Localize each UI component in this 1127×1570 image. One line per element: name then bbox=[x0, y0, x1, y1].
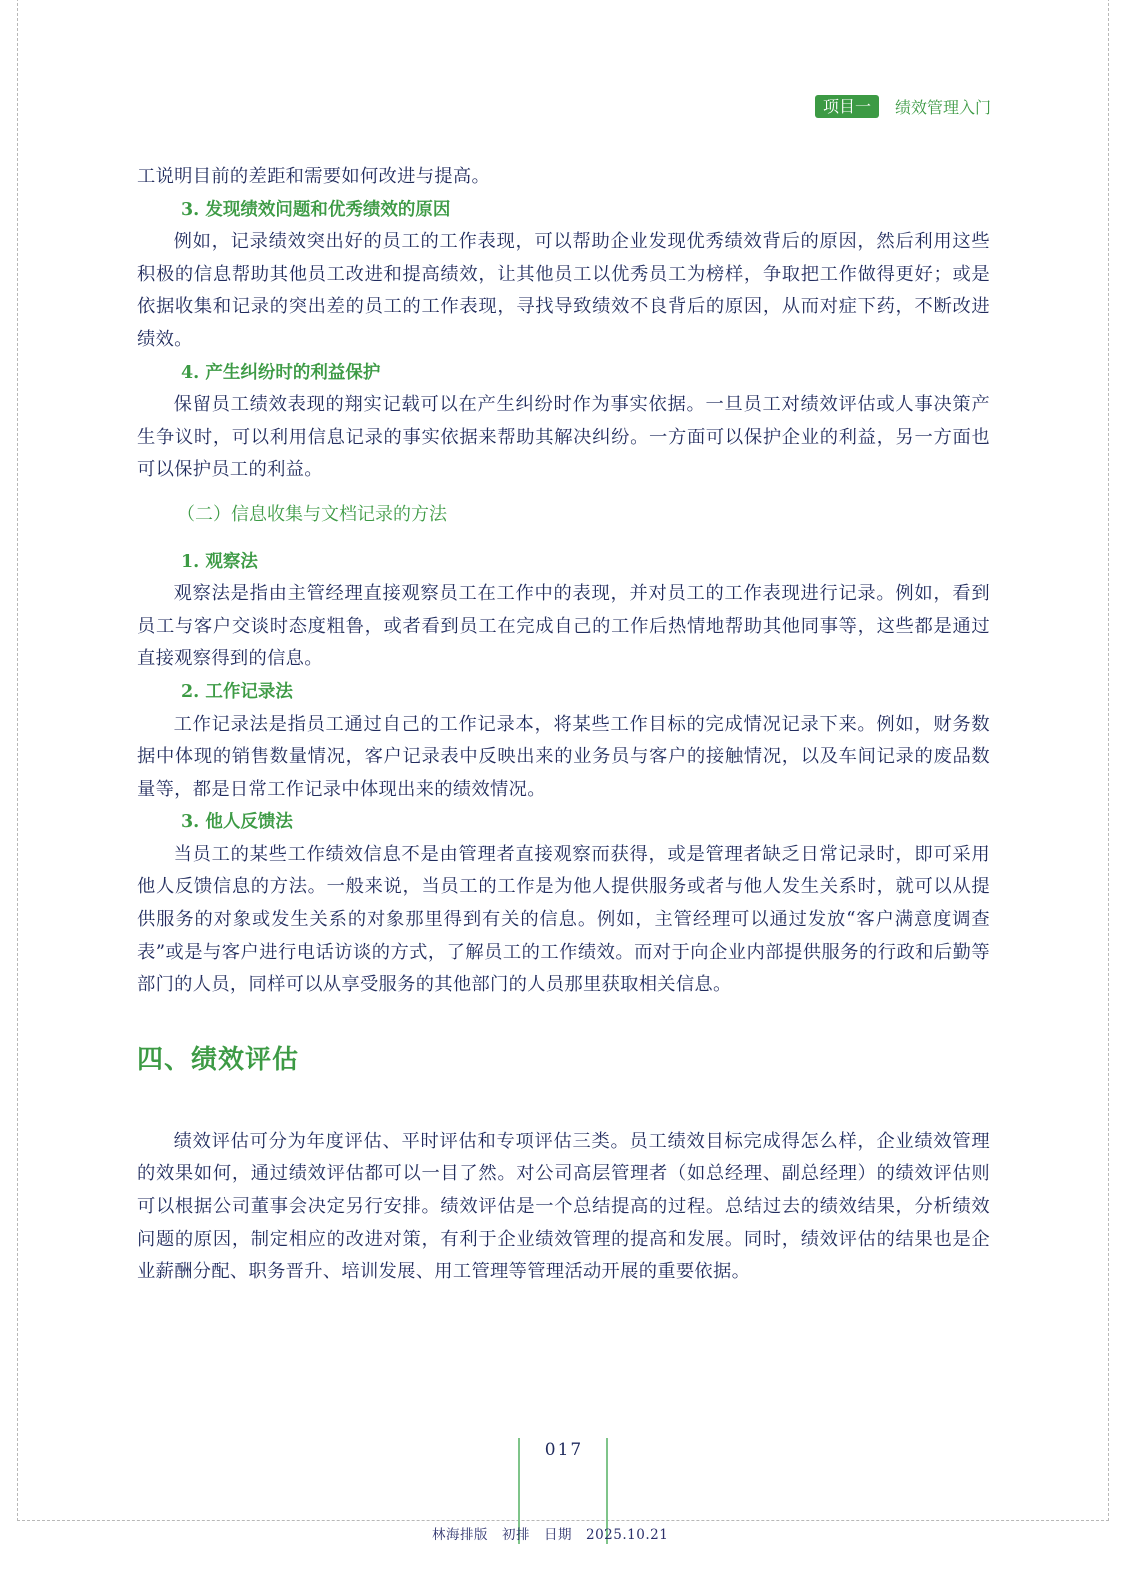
paragraph: 保留员工绩效表现的翔实记载可以在产生纠纷时作为事实依据。一旦员工对绩效评估或人事决策产生争议时，可以利用信息记录的事实依据来帮助其解决纠纷。一方面可以保护企业的利益，另一方面也可以保护员工的利益。 bbox=[137, 394, 990, 481]
paragraph: 当员工的某些工作绩效信息不是由管理者直接观察而获得，或是管理者缺乏日常记录时，即可采用他人反馈信息的方法。一般来说，当员工的工作是为他人提供服务或者与他人发生关系时，就可以从提供服务的对象或发生关系的对象那里得到有关的信息。例如，主管经理可以通过发放“客户满意度调查表”或是与客户进行电话访谈的方式，了解员工的工作绩效。而对于向企业内部提供服务的行政和后勤等部门的人员，同样可以从享受服务的其他部门的人员那里获取相关信息。 bbox=[137, 843, 990, 996]
subheading-number: 2. bbox=[181, 681, 200, 702]
subheading-text: 工作记录法 bbox=[205, 681, 293, 702]
subheading bbox=[137, 546, 990, 579]
chapter-section-heading: 四、绩效评估 bbox=[137, 1044, 300, 1075]
subheading bbox=[137, 357, 990, 390]
subheading bbox=[137, 194, 990, 227]
print-meta bbox=[432, 1523, 682, 1543]
spacer bbox=[137, 1080, 990, 1126]
print-stage: 初排 bbox=[502, 1527, 530, 1543]
page-number: 017 bbox=[544, 1440, 584, 1460]
chapter-badge: 项目一 bbox=[815, 95, 879, 118]
subheading-text: 他人反馈法 bbox=[205, 812, 293, 833]
paragraph: 例如，记录绩效突出好的员工的工作表现，可以帮助企业发现优秀绩效背后的原因，然后利用这些积极的信息帮助其他员工改进和提高绩效，让其他员工以优秀员工为榜样，争取把工作做得更好；或是依据收集和记录的突出差的员工的工作表现，寻找导致绩效不良背后的原因，从而对症下药，不断改进绩效。 bbox=[137, 231, 990, 350]
subheading-number: 1. bbox=[181, 551, 200, 572]
paragraph: 工作记录法是指员工通过自己的工作记录本，将某些工作目标的完成情况记录下来。例如，财务数据中体现的销售数量情况，客户记录表中反映出来的业务员与客户的接触情况，以及车间记录的废品数量等，都是日常工作记录中体现出来的绩效情况。 bbox=[137, 713, 990, 800]
paragraph: 工说明目前的差距和需要如何改进与提高。 bbox=[137, 166, 491, 187]
typesetter: 林海排版 bbox=[432, 1527, 488, 1543]
subheading-number: 3. bbox=[181, 199, 200, 220]
subheading bbox=[137, 806, 990, 839]
subheading-number: 3. bbox=[181, 812, 200, 833]
subheading bbox=[137, 676, 990, 709]
section-heading: （二）信息收集与文档记录的方法 bbox=[177, 503, 447, 525]
print-date: 2025.10.21 bbox=[586, 1527, 669, 1543]
subheading-text: 产生纠纷时的利益保护 bbox=[205, 362, 381, 383]
running-header bbox=[815, 94, 991, 118]
paragraph: 绩效评估可分为年度评估、平时评估和专项评估三类。员工绩效目标完成得怎么样，企业绩效管理的效果如何，通过绩效评估都可以一目了然。对公司高层管理者（如总经理、副总经理）的绩效评估则可以根据公司董事会决定另行安排。绩效评估是一个总结提高的过程。总结过去的绩效结果，分析绩效问题的原因，制定相应的改进对策，有利于企业绩效管理的提高和发展。同时，绩效评估的结果也是企业薪酬分配、职务晋升、培训发展、用工管理等管理活动开展的重要依据。 bbox=[137, 1130, 990, 1283]
subheading-text: 发现绩效问题和优秀绩效的原因 bbox=[205, 199, 451, 220]
subheading-text: 观察法 bbox=[205, 551, 258, 572]
chapter-title: 绩效管理入门 bbox=[894, 97, 991, 117]
date-label: 日期 bbox=[544, 1527, 572, 1543]
paragraph: 观察法是指由主管经理直接观察员工在工作中的表现，并对员工的工作表现进行记录。例如，看到员工与客户交谈时态度粗鲁，或者看到员工在完成自己的工作后热情地帮助其他同事等，这些都是通过直接观察得到的信息。 bbox=[137, 583, 990, 670]
subheading-number: 4. bbox=[181, 362, 200, 383]
page-body bbox=[137, 161, 990, 1289]
